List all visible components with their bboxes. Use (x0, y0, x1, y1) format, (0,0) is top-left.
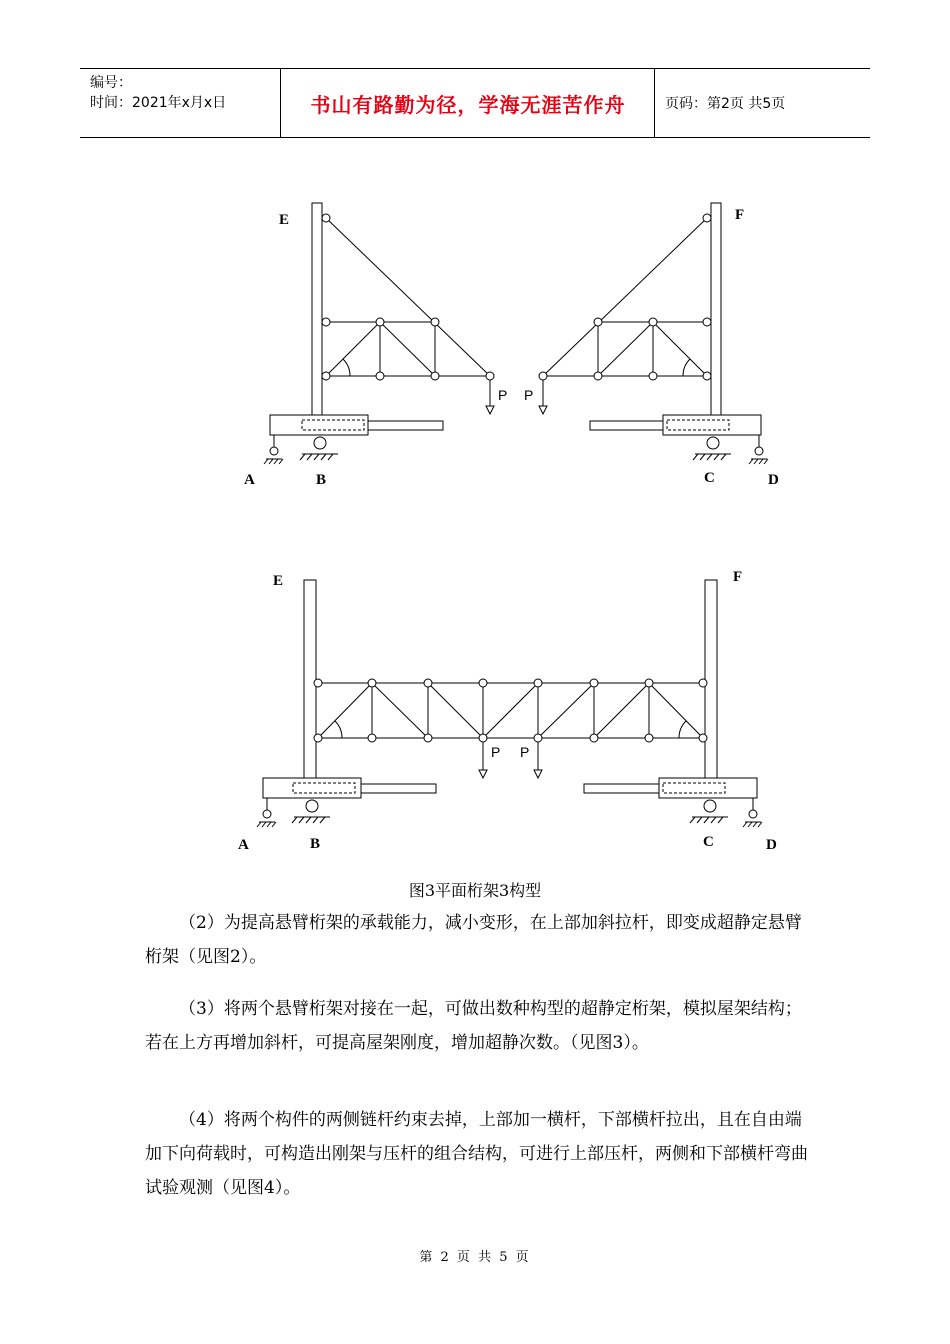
label-F: F (733, 569, 743, 585)
supports (257, 798, 762, 827)
load-label-right: P (524, 387, 534, 403)
label-F: F (735, 207, 745, 223)
label-B: B (310, 836, 321, 852)
label-A: A (244, 472, 255, 488)
left-column (304, 580, 316, 778)
document-header (80, 68, 870, 138)
label-C: C (704, 470, 715, 486)
load-label-left: P (498, 387, 508, 403)
supports (264, 435, 768, 464)
header-divider (654, 69, 655, 137)
label-D: D (766, 837, 777, 853)
paragraph-2: （2）为提高悬臂桁架的承载能力，减小变形，在上部加斜拉杆，即变成超静定悬臂桁架（见图2）。 (145, 913, 802, 967)
label-A: A (238, 837, 249, 853)
left-column (312, 203, 322, 415)
time-label: 时间：2021年x月x日 (90, 95, 227, 111)
paragraph-3: （3）将两个悬臂桁架对接在一起，可做出数种构型的超静定桁架，模拟屋架结构；若在上方再增加斜杆，可提高屋架刚度，增加超静次数。（见图3）。 (145, 999, 802, 1053)
label-B: B (316, 472, 327, 488)
header-motto: 书山有路勤为径，学海无涯苦作舟 (310, 93, 626, 117)
header-page-code: 页码：第2页 共5页 (665, 96, 786, 112)
label-E: E (279, 212, 290, 228)
number-label: 编号： (90, 75, 132, 91)
label-C: C (703, 834, 714, 850)
figure-3-caption: 图3平面桁架3构型 (408, 881, 542, 900)
label-D: D (768, 472, 779, 488)
paragraph-4: （4）将两个构件的两侧链杆约束去掉，上部加一横杆，下部横杆拉出，且在自由端加下向荷载时，可构造出刚架与压杆的组合结构，可进行上部压杆，两侧和下部横杆弯曲试验观测（见图4）。 (145, 1110, 808, 1198)
page-footer: 第 2 页 共 5 页 (419, 1250, 531, 1265)
load-label-right: P (520, 744, 530, 760)
load-label-left: P (491, 744, 501, 760)
header-meta (90, 73, 226, 113)
right-column (705, 580, 717, 778)
right-column (711, 203, 721, 415)
figure-3-diagram (0, 560, 950, 860)
figure-2-diagram (0, 195, 950, 495)
label-E: E (273, 573, 284, 589)
